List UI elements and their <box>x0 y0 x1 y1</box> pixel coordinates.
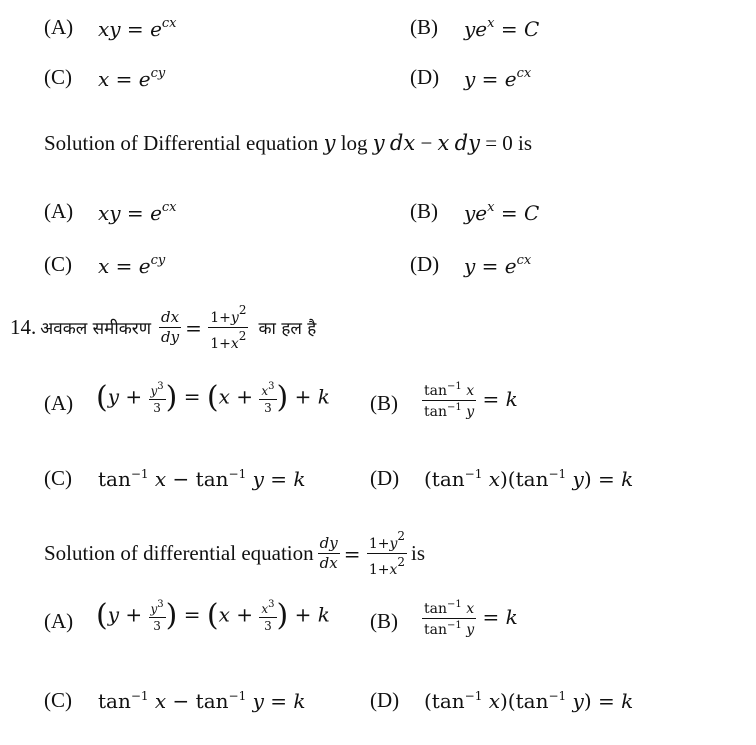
option-d-label: (D) <box>370 688 400 712</box>
option-b-label: (B) <box>410 15 438 39</box>
option-row-3 <box>0 192 756 232</box>
question-stem <box>44 133 532 154</box>
stem-prefix: Solution of differential equation <box>44 541 314 565</box>
option-c-label: (C) <box>44 65 72 89</box>
option-row-8 <box>0 686 756 726</box>
option-a-label: (A) <box>44 609 74 633</box>
option-a-label: (A) <box>44 15 74 39</box>
option-row-6 <box>0 464 756 504</box>
option-d-math: ($\tan^{-1}$ $x)(\tan^{-1}$ y) = k <box>424 467 634 491</box>
stem-suffix: is <box>518 131 533 155</box>
stem-fraction-dy-dx: $\frac{dy}{dx}$ <box>319 534 338 572</box>
question-number: 14. <box>10 315 37 339</box>
option-row-4 <box>0 245 756 285</box>
option-d-math: $y = e^{cx}$ <box>464 66 532 91</box>
option-a-label: (A) <box>44 391 74 415</box>
option-c-math: $x = e^{cy}$ <box>98 66 166 91</box>
option-c-math: $\tan^{-1} x - \tan^{-1} y = k$ <box>98 467 306 491</box>
option-d-math: ($\tan^{-1}$ $x)(\tan^{-1}$ y) = k <box>424 689 634 713</box>
option-b-label: (B) <box>370 391 398 415</box>
stem-prefix: Solution of Differential equation <box>44 131 319 155</box>
stem-fraction-rhs: $\frac{1+y2}{1+x2}$ <box>368 529 406 578</box>
option-d-label: (D) <box>410 65 440 89</box>
option-c-label: (C) <box>44 688 72 712</box>
option-row-1 <box>0 8 756 48</box>
option-d-math: $y = e^{cx}$ <box>464 253 532 278</box>
option-b-math: $\frac{\tan^{-1} x}{\tan^{-1} y}$ = k <box>424 599 518 638</box>
stem-fraction-rhs: $\frac{1+y2}{1+x2}$ <box>210 303 247 352</box>
option-a-label: (A) <box>44 199 74 223</box>
option-b-label: (B) <box>410 199 438 223</box>
option-row-2 <box>0 58 756 98</box>
option-b-math: $\frac{\tan^{-1} x}{\tan^{-1} y}$ = k <box>424 381 518 420</box>
option-d-label: (D) <box>410 252 440 276</box>
option-c-math: $x = e^{cy}$ <box>98 253 166 278</box>
option-a-math: (y + $\frac{y^3}{3}$ ) = (x + $\frac{x^3}{3}$ ) + k <box>96 598 330 633</box>
option-a-math: (y + $\frac{y^3}{3}$ ) = (x + $\frac{x^3}{3}$ ) + k <box>96 380 330 415</box>
question-14-stem <box>10 304 316 351</box>
option-b-math: $ye^x = C$ <box>464 16 540 41</box>
stem-equation: y log y dx − x dy = 0 <box>323 131 513 155</box>
option-d-label: (D) <box>370 466 400 490</box>
option-a-math: xy = $e^{cx}$ <box>98 200 177 225</box>
option-c-math: $\tan^{-1} x - \tan^{-1} y = k$ <box>98 689 306 713</box>
option-c-label: (C) <box>44 466 72 490</box>
option-b-math: $ye^x = C$ <box>464 200 540 225</box>
option-b-label: (B) <box>370 609 398 633</box>
equals-sign: = <box>185 315 209 340</box>
option-row-7 <box>0 598 756 648</box>
equals-sign: = <box>343 541 367 566</box>
stem-suffix: is <box>411 541 426 565</box>
option-row-5 <box>0 380 756 430</box>
question-stem <box>44 530 425 577</box>
option-a-math: xy = $e^{cx}$ <box>98 16 177 41</box>
hindi-suffix: का हल है <box>258 319 317 339</box>
option-c-label: (C) <box>44 252 72 276</box>
hindi-prefix: अवकल समीकरण <box>40 319 152 339</box>
stem-fraction-dx-dy: $\frac{dx}{dy}$ <box>161 308 180 346</box>
